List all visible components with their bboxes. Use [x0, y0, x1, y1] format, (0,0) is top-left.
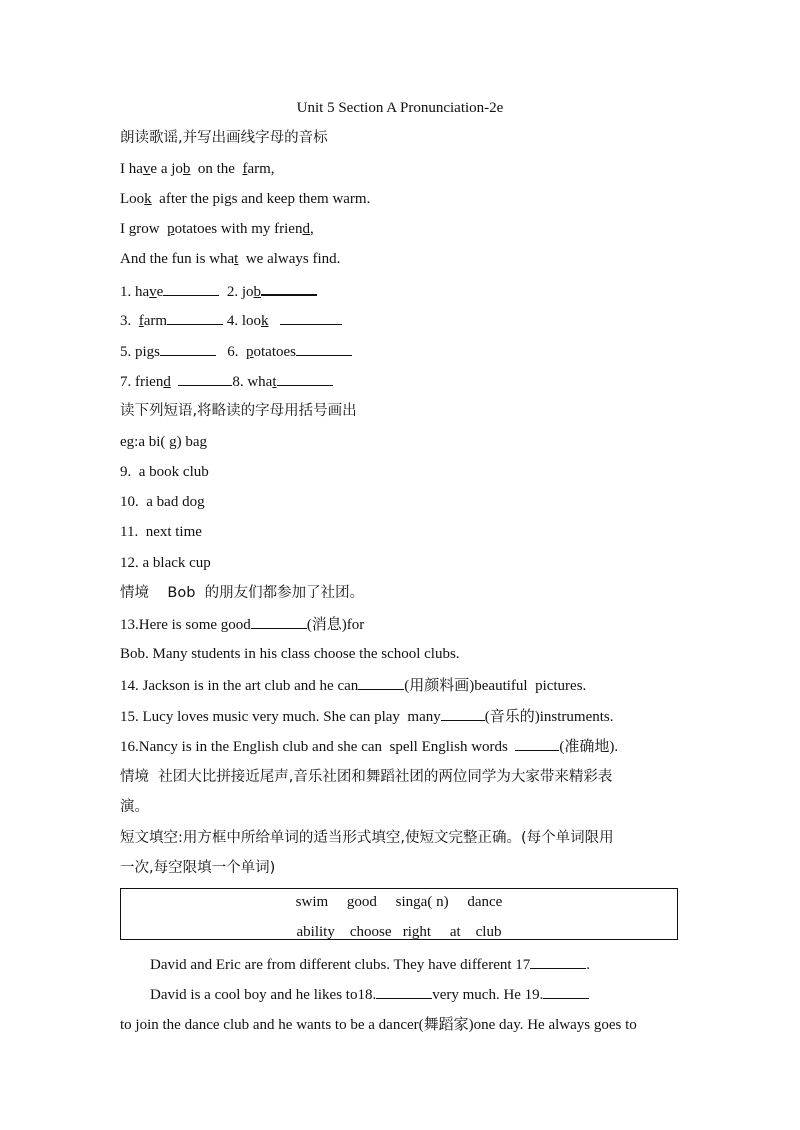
question-13-cont: Bob. Many students in his class choose the school clubs.: [120, 646, 460, 662]
question-7-8: 7. friend 8. what: [120, 371, 333, 392]
poem-line-2: Look after the pigs and keep them warm.: [120, 191, 371, 207]
question-5-6: 5. pigs 6. potatoes: [120, 341, 352, 362]
example-line: eg:a bi( g) bag: [120, 434, 208, 450]
question-9: 9. a book club: [120, 464, 209, 480]
passage-line-3: to join the dance club and he wants to be a dancer(舞蹈家)one day. He always goes to: [120, 1017, 637, 1033]
passage-line-2: David is a cool boy and he likes to18. very much. He 19.: [150, 984, 589, 1005]
answer-blank-7[interactable]: [178, 371, 232, 386]
word-box-row-2: ability choose right at club: [296, 924, 502, 940]
word-box: [120, 888, 678, 940]
question-1-2: 1. have 2. job: [120, 280, 317, 302]
question-3-4: 3. farm 4. look: [120, 310, 342, 331]
answer-blank-13[interactable]: [251, 614, 307, 629]
question-14: 14. Jackson is in the art club and he can (用颜料画)beautiful pictures.: [120, 675, 586, 696]
poem-line-1: I have a job on the farm,: [120, 161, 275, 177]
question-11: 11. next time: [120, 524, 202, 540]
answer-blank-17[interactable]: [530, 954, 586, 969]
answer-blank-2[interactable]: [261, 280, 317, 296]
answer-blank-8[interactable]: [277, 371, 333, 386]
answer-blank-3[interactable]: [167, 310, 223, 325]
answer-blank-16[interactable]: [515, 736, 559, 751]
part2-instruction: 读下列短语,将略读的字母用括号画出: [120, 403, 357, 419]
question-10: 10. a bad dog: [120, 494, 205, 510]
answer-blank-1[interactable]: [163, 281, 219, 296]
part3-instruction-1: 短文填空:用方框中所给单词的适当形式填空,使短文完整正确。(每个单词限用: [120, 830, 614, 846]
poem-line-4: And the fun is what we always find.: [120, 251, 341, 267]
answer-blank-5[interactable]: [160, 341, 216, 356]
part3-instruction-2: 一次,每空限填一个单词): [120, 860, 276, 876]
answer-blank-4[interactable]: [280, 310, 342, 325]
answer-blank-15[interactable]: [441, 706, 485, 721]
question-15: 15. Lucy loves music very much. She can play many (音乐的)instruments.: [120, 706, 614, 727]
question-12: 12. a black cup: [120, 555, 211, 571]
answer-blank-14[interactable]: [358, 675, 404, 690]
answer-blank-6[interactable]: [296, 341, 352, 356]
answer-blank-19[interactable]: [543, 984, 589, 999]
word-box-row-1: swim good singa( n) dance: [295, 894, 503, 910]
question-16: 16.Nancy is in the English club and she can spell English words (准确地).: [120, 736, 618, 757]
poem-line-3: I grow potatoes with my friend,: [120, 221, 314, 237]
part1-instruction: 朗读歌谣,并写出画线字母的音标: [120, 130, 328, 146]
passage-line-1: David and Eric are from different clubs. They have different 17 .: [150, 954, 590, 975]
context-2-line-2: 演。: [120, 799, 149, 815]
context-1: 情境 Bob 的朋友们都参加了社团。: [120, 585, 365, 601]
context-2-line-1: 情境 社团大比拼接近尾声,音乐社团和舞蹈社团的两位同学为大家带来精彩表: [120, 769, 613, 785]
question-13: 13.Here is some good (消息)for: [120, 614, 364, 635]
page-title: Unit 5 Section A Pronunciation-2e: [296, 100, 504, 116]
answer-blank-18[interactable]: [376, 984, 432, 999]
